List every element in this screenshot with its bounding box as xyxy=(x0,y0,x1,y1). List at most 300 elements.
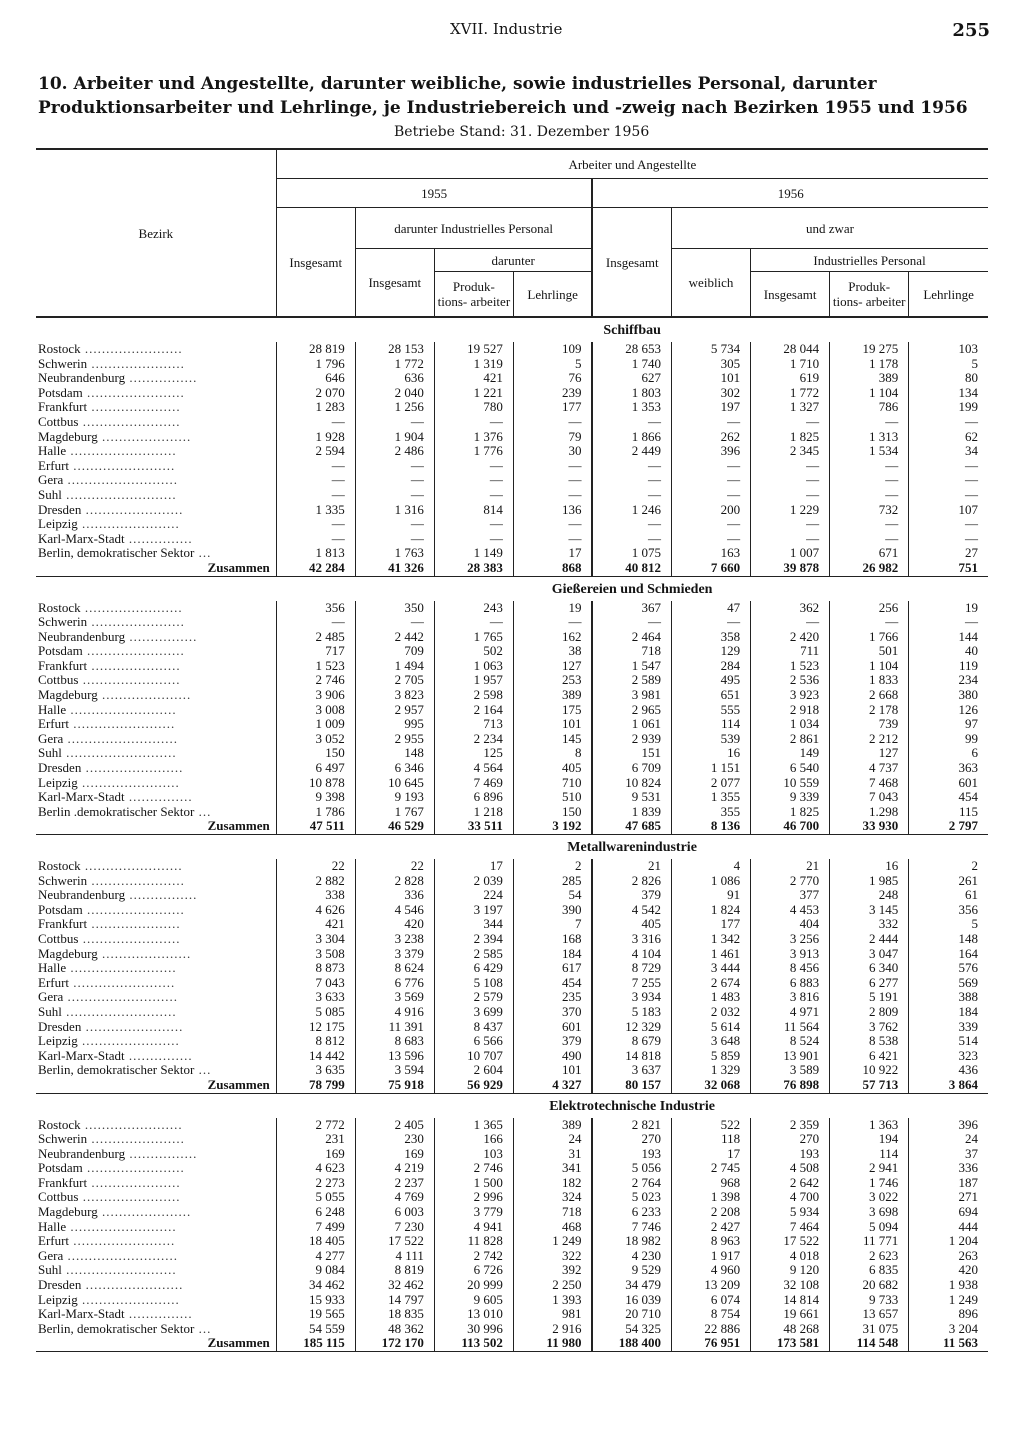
value-cell: 2 668 xyxy=(830,688,909,703)
value-cell: 1 316 xyxy=(355,503,434,518)
total-value-cell: 46 700 xyxy=(751,819,830,834)
bezirk-cell xyxy=(36,1307,276,1322)
leader-dots: ......................... xyxy=(66,702,177,717)
table-row xyxy=(36,546,988,561)
value-cell: — xyxy=(355,615,434,630)
value-cell: 11 828 xyxy=(434,1234,513,1249)
value-cell: 1 500 xyxy=(434,1176,513,1191)
value-cell: 711 xyxy=(751,644,830,659)
value-cell: 243 xyxy=(434,601,513,616)
value-cell: 6 233 xyxy=(592,1205,671,1220)
value-cell: — xyxy=(355,532,434,547)
value-cell: 54 325 xyxy=(592,1322,671,1337)
bezirk-label: Gera xyxy=(38,731,64,746)
value-cell: — xyxy=(909,488,988,503)
value-cell: 4 453 xyxy=(751,903,830,918)
value-cell: 4 018 xyxy=(751,1249,830,1264)
value-cell: 356 xyxy=(909,903,988,918)
value-cell: — xyxy=(513,488,592,503)
bezirk-cell xyxy=(36,732,276,747)
header-1956-produktionsarbeiter: Produk- tions- arbeiter xyxy=(830,272,909,318)
total-value-cell: 56 929 xyxy=(434,1078,513,1093)
value-cell: 1 461 xyxy=(672,947,751,962)
bezirk-label: Rostock xyxy=(38,600,81,615)
bezirk-label: Halle xyxy=(38,702,67,717)
value-cell: 636 xyxy=(355,371,434,386)
value-cell: 501 xyxy=(830,644,909,659)
total-value-cell: 32 068 xyxy=(672,1078,751,1093)
value-cell: 7 xyxy=(513,917,592,932)
total-value-cell: 46 529 xyxy=(355,819,434,834)
leader-dots: .......................... xyxy=(61,1004,177,1019)
section-header-row xyxy=(36,317,988,342)
bezirk-label: Gera xyxy=(38,1248,64,1263)
total-label: Zusammen xyxy=(36,819,276,834)
value-cell: 136 xyxy=(513,503,592,518)
value-cell: 2 598 xyxy=(434,688,513,703)
value-cell: 305 xyxy=(672,357,751,372)
leader-dots: ......................... xyxy=(66,444,177,459)
value-cell: 1 335 xyxy=(276,503,355,518)
table-row xyxy=(36,630,988,645)
value-cell: 79 xyxy=(513,430,592,445)
value-cell: 6 429 xyxy=(434,961,513,976)
value-cell: — xyxy=(434,459,513,474)
bezirk-cell xyxy=(36,1147,276,1162)
value-cell: 8 873 xyxy=(276,961,355,976)
value-cell: 502 xyxy=(434,644,513,659)
bezirk-label: Rostock xyxy=(38,1117,81,1132)
value-cell: 490 xyxy=(513,1049,592,1064)
bezirk-label: Cottbus xyxy=(38,1190,79,1205)
value-cell: 2 745 xyxy=(672,1161,751,1176)
value-cell: 27 xyxy=(909,546,988,561)
bezirk-cell xyxy=(36,473,276,488)
value-cell: 1 342 xyxy=(672,932,751,947)
bezirk-label: Rostock xyxy=(38,342,81,356)
value-cell: 4 111 xyxy=(355,1249,434,1264)
value-cell: 13 657 xyxy=(830,1307,909,1322)
bezirk-label: Gera xyxy=(38,473,64,488)
total-value-cell: 42 284 xyxy=(276,561,355,576)
table-row xyxy=(36,1234,988,1249)
value-cell: 239 xyxy=(513,386,592,401)
value-cell: 175 xyxy=(513,703,592,718)
value-cell: 9 531 xyxy=(592,790,671,805)
total-row xyxy=(36,1078,988,1093)
value-cell: 145 xyxy=(513,732,592,747)
leader-dots: ................ xyxy=(125,888,198,903)
leader-dots: ...................... xyxy=(87,615,185,630)
value-cell: 358 xyxy=(672,630,751,645)
value-cell: 1 229 xyxy=(751,503,830,518)
value-cell: 5 xyxy=(909,917,988,932)
value-cell: 6 421 xyxy=(830,1049,909,1064)
value-cell: 182 xyxy=(513,1176,592,1191)
value-cell: 1 149 xyxy=(434,546,513,561)
value-cell: 2 939 xyxy=(592,732,671,747)
value-cell: — xyxy=(672,488,751,503)
value-cell: 6 709 xyxy=(592,761,671,776)
value-cell: 510 xyxy=(513,790,592,805)
value-cell: 3 316 xyxy=(592,932,671,947)
leader-dots: ....................... xyxy=(80,1117,183,1132)
value-cell: 1 329 xyxy=(672,1063,751,1078)
bezirk-cell xyxy=(36,1249,276,1264)
value-cell: 1 483 xyxy=(672,990,751,1005)
header-arbeiter-angestellte: Arbeiter und Angestellte xyxy=(276,149,988,179)
value-cell: 2 237 xyxy=(355,1176,434,1191)
bezirk-label: Magdeburg xyxy=(38,688,98,703)
value-cell: 1 938 xyxy=(909,1278,988,1293)
value-cell: — xyxy=(672,517,751,532)
bezirk-label: Leipzig xyxy=(38,775,78,790)
value-cell: — xyxy=(830,517,909,532)
value-cell: 197 xyxy=(672,400,751,415)
value-cell: 617 xyxy=(513,961,592,976)
value-cell: 162 xyxy=(513,630,592,645)
value-cell: 968 xyxy=(672,1176,751,1191)
value-cell: 5 934 xyxy=(751,1205,830,1220)
bezirk-label: Potsdam xyxy=(38,644,83,659)
value-cell: 148 xyxy=(355,746,434,761)
leader-dots: .......................... xyxy=(61,746,177,761)
value-cell: 2 427 xyxy=(672,1220,751,1235)
table-row xyxy=(36,947,988,962)
leader-dots: ..................... xyxy=(87,917,181,932)
value-cell: 270 xyxy=(751,1132,830,1147)
total-value-cell: 76 951 xyxy=(672,1336,751,1351)
value-cell: 5 108 xyxy=(434,976,513,991)
value-cell: 1 221 xyxy=(434,386,513,401)
value-cell: 718 xyxy=(513,1205,592,1220)
page-header xyxy=(0,20,1024,44)
value-cell: 163 xyxy=(672,546,751,561)
header-1955-insgesamt: Insgesamt xyxy=(276,208,355,318)
section-header-row xyxy=(36,835,988,860)
value-cell: 15 933 xyxy=(276,1293,355,1308)
value-cell: 168 xyxy=(513,932,592,947)
value-cell: 5 xyxy=(909,357,988,372)
table-row xyxy=(36,776,988,791)
value-cell: 200 xyxy=(672,503,751,518)
value-cell: 1 772 xyxy=(751,386,830,401)
value-cell: 7 230 xyxy=(355,1220,434,1235)
value-cell: 323 xyxy=(909,1049,988,1064)
value-cell: 1 917 xyxy=(672,1249,751,1264)
value-cell: 8 812 xyxy=(276,1034,355,1049)
bezirk-cell xyxy=(36,601,276,616)
value-cell: 2 770 xyxy=(751,874,830,889)
value-cell: 1 763 xyxy=(355,546,434,561)
value-cell: 6 340 xyxy=(830,961,909,976)
value-cell: 144 xyxy=(909,630,988,645)
total-row xyxy=(36,561,988,576)
value-cell: 1 256 xyxy=(355,400,434,415)
value-cell: 2 764 xyxy=(592,1176,671,1191)
value-cell: 420 xyxy=(355,917,434,932)
leader-dots: ....................... xyxy=(78,673,181,688)
value-cell: 22 886 xyxy=(672,1322,751,1337)
table-row xyxy=(36,1293,988,1308)
value-cell: — xyxy=(434,615,513,630)
table-row xyxy=(36,1307,988,1322)
total-value-cell: 8 136 xyxy=(672,819,751,834)
leader-dots: ....................... xyxy=(77,775,180,790)
header-1955-darunter: darunter xyxy=(434,249,592,272)
value-cell: — xyxy=(830,532,909,547)
value-cell: 6 074 xyxy=(672,1293,751,1308)
value-cell: 4 769 xyxy=(355,1190,434,1205)
value-cell: 2 705 xyxy=(355,673,434,688)
table-title xyxy=(38,72,998,120)
value-cell: 3 981 xyxy=(592,688,671,703)
total-value-cell: 11 563 xyxy=(909,1336,988,1351)
leader-dots: ........................ xyxy=(69,1234,176,1249)
leader-dots: ... xyxy=(194,1063,212,1078)
value-cell: — xyxy=(909,517,988,532)
bezirk-cell xyxy=(36,790,276,805)
bezirk-label: Potsdam xyxy=(38,902,83,917)
value-cell: 3 594 xyxy=(355,1063,434,1078)
bezirk-cell xyxy=(36,1205,276,1220)
table-header xyxy=(36,149,988,317)
chapter-title: XVII. Industrie xyxy=(450,20,563,38)
header-1956-lehrlinge: Lehrlinge xyxy=(909,272,988,318)
value-cell: — xyxy=(434,517,513,532)
bezirk-cell xyxy=(36,1034,276,1049)
bezirk-cell xyxy=(36,990,276,1005)
header-1956-ip-insgesamt: Insgesamt xyxy=(751,272,830,318)
section-title: Schiffbau xyxy=(603,323,661,338)
value-cell: 1 710 xyxy=(751,357,830,372)
value-cell: 379 xyxy=(513,1034,592,1049)
value-cell: 3 906 xyxy=(276,688,355,703)
value-cell: 555 xyxy=(672,703,751,718)
value-cell: 377 xyxy=(751,888,830,903)
bezirk-label: Dresden xyxy=(38,1019,82,1034)
value-cell: 107 xyxy=(909,503,988,518)
value-cell: 2 420 xyxy=(751,630,830,645)
value-cell: 7 469 xyxy=(434,776,513,791)
value-cell: 184 xyxy=(909,1005,988,1020)
leader-dots: ............... xyxy=(124,531,193,546)
value-cell: 6 497 xyxy=(276,761,355,776)
bezirk-cell xyxy=(36,400,276,415)
bezirk-cell xyxy=(36,459,276,474)
table-row xyxy=(36,644,988,659)
value-cell: 54 559 xyxy=(276,1322,355,1337)
value-cell: 91 xyxy=(672,888,751,903)
value-cell: 522 xyxy=(672,1118,751,1133)
value-cell: — xyxy=(672,532,751,547)
value-cell: 169 xyxy=(355,1147,434,1162)
table-row xyxy=(36,1176,988,1191)
value-cell: 234 xyxy=(909,673,988,688)
value-cell: 30 996 xyxy=(434,1322,513,1337)
value-cell: 1 767 xyxy=(355,805,434,820)
value-cell: 421 xyxy=(276,917,355,932)
value-cell: 24 xyxy=(513,1132,592,1147)
value-cell: 11 564 xyxy=(751,1020,830,1035)
value-cell: 2 585 xyxy=(434,947,513,962)
value-cell: 10 922 xyxy=(830,1063,909,1078)
bezirk-cell xyxy=(36,1118,276,1133)
value-cell: 4 277 xyxy=(276,1249,355,1264)
value-cell: 151 xyxy=(592,746,671,761)
bezirk-label: Erfurt xyxy=(38,458,70,473)
page-number: 255 xyxy=(952,20,990,41)
leader-dots: ..................... xyxy=(87,658,181,673)
value-cell: 3 779 xyxy=(434,1205,513,1220)
bezirk-cell xyxy=(36,1293,276,1308)
value-cell: 4 564 xyxy=(434,761,513,776)
value-cell: 271 xyxy=(909,1190,988,1205)
value-cell: 5 191 xyxy=(830,990,909,1005)
value-cell: 1 063 xyxy=(434,659,513,674)
value-cell: 5 614 xyxy=(672,1020,751,1035)
table-row xyxy=(36,746,988,761)
bezirk-label: Cottbus xyxy=(38,673,79,688)
value-cell: 28 653 xyxy=(592,342,671,357)
value-cell: 1 803 xyxy=(592,386,671,401)
value-cell: 2 250 xyxy=(513,1278,592,1293)
value-cell: 1 249 xyxy=(909,1293,988,1308)
value-cell: 814 xyxy=(434,503,513,518)
value-cell: — xyxy=(434,488,513,503)
value-cell: 13 901 xyxy=(751,1049,830,1064)
value-cell: 6 277 xyxy=(830,976,909,991)
value-cell: 694 xyxy=(909,1205,988,1220)
value-cell: 285 xyxy=(513,874,592,889)
value-cell: 256 xyxy=(830,601,909,616)
table-row xyxy=(36,961,988,976)
value-cell: — xyxy=(434,532,513,547)
value-cell: — xyxy=(276,517,355,532)
value-cell: 9 084 xyxy=(276,1263,355,1278)
table-row xyxy=(36,430,988,445)
value-cell: 389 xyxy=(513,1118,592,1133)
leader-dots: .......................... xyxy=(63,990,179,1005)
value-cell: 5 094 xyxy=(830,1220,909,1235)
value-cell: 1 075 xyxy=(592,546,671,561)
value-cell: 2 273 xyxy=(276,1176,355,1191)
leader-dots: ....................... xyxy=(82,1161,185,1176)
total-value-cell: 3 192 xyxy=(513,819,592,834)
value-cell: 8 538 xyxy=(830,1034,909,1049)
leader-dots: ...................... xyxy=(87,356,185,371)
value-cell: 9 733 xyxy=(830,1293,909,1308)
value-cell: 3 379 xyxy=(355,947,434,962)
value-cell: 995 xyxy=(355,717,434,732)
value-cell: 2 536 xyxy=(751,673,830,688)
value-cell: 389 xyxy=(513,688,592,703)
bezirk-label: Neubrandenburg xyxy=(38,1146,126,1161)
value-cell: 99 xyxy=(909,732,988,747)
total-value-cell: 28 383 xyxy=(434,561,513,576)
value-cell: — xyxy=(276,615,355,630)
total-value-cell: 11 980 xyxy=(513,1336,592,1351)
value-cell: 12 175 xyxy=(276,1020,355,1035)
value-cell: 2 070 xyxy=(276,386,355,401)
bezirk-label: Magdeburg xyxy=(38,429,98,444)
value-cell: 619 xyxy=(751,371,830,386)
value-cell: 2 444 xyxy=(830,932,909,947)
value-cell: 4 700 xyxy=(751,1190,830,1205)
value-cell: 2 485 xyxy=(276,630,355,645)
leader-dots: ....................... xyxy=(80,342,183,356)
value-cell: 187 xyxy=(909,1176,988,1191)
bezirk-cell xyxy=(36,1220,276,1235)
value-cell: 1 034 xyxy=(751,717,830,732)
value-cell: — xyxy=(276,488,355,503)
value-cell: — xyxy=(513,415,592,430)
value-cell: 322 xyxy=(513,1249,592,1264)
leader-dots: ....................... xyxy=(78,1190,181,1205)
value-cell: 270 xyxy=(592,1132,671,1147)
table-row xyxy=(36,342,988,357)
value-cell: — xyxy=(830,459,909,474)
value-cell: 16 039 xyxy=(592,1293,671,1308)
value-cell: 97 xyxy=(909,717,988,732)
bezirk-cell xyxy=(36,615,276,630)
leader-dots: ....................... xyxy=(82,644,185,659)
table-row xyxy=(36,1249,988,1264)
value-cell: 9 193 xyxy=(355,790,434,805)
value-cell: 1 178 xyxy=(830,357,909,372)
value-cell: — xyxy=(751,459,830,474)
value-cell: 2 996 xyxy=(434,1190,513,1205)
bezirk-cell xyxy=(36,1049,276,1064)
bezirk-cell xyxy=(36,1005,276,1020)
value-cell: 1 398 xyxy=(672,1190,751,1205)
value-cell: 109 xyxy=(513,342,592,357)
bezirk-cell xyxy=(36,961,276,976)
value-cell: 6 776 xyxy=(355,976,434,991)
leader-dots: ............... xyxy=(124,790,193,805)
value-cell: 164 xyxy=(909,947,988,962)
table-row xyxy=(36,357,988,372)
value-cell: 19 661 xyxy=(751,1307,830,1322)
table-row xyxy=(36,903,988,918)
header-1956-und-zwar: und zwar xyxy=(672,208,988,249)
value-cell: 28 153 xyxy=(355,342,434,357)
value-cell: 103 xyxy=(434,1147,513,1162)
table-row xyxy=(36,859,988,874)
value-cell: — xyxy=(909,473,988,488)
value-cell: 193 xyxy=(592,1147,671,1162)
leader-dots: ............... xyxy=(124,1307,193,1322)
table-row xyxy=(36,415,988,430)
table-row xyxy=(36,874,988,889)
bezirk-cell xyxy=(36,386,276,401)
value-cell: 20 682 xyxy=(830,1278,909,1293)
value-cell: 344 xyxy=(434,917,513,932)
bezirk-cell xyxy=(36,342,276,357)
value-cell: 253 xyxy=(513,673,592,688)
bezirk-cell xyxy=(36,976,276,991)
leader-dots: ....................... xyxy=(80,859,183,873)
value-cell: 380 xyxy=(909,688,988,703)
value-cell: 129 xyxy=(672,644,751,659)
value-cell: 444 xyxy=(909,1220,988,1235)
bezirk-cell xyxy=(36,673,276,688)
leader-dots: .......................... xyxy=(63,1248,179,1263)
value-cell: 3 934 xyxy=(592,990,671,1005)
table-row xyxy=(36,790,988,805)
table-row xyxy=(36,888,988,903)
value-cell: 235 xyxy=(513,990,592,1005)
